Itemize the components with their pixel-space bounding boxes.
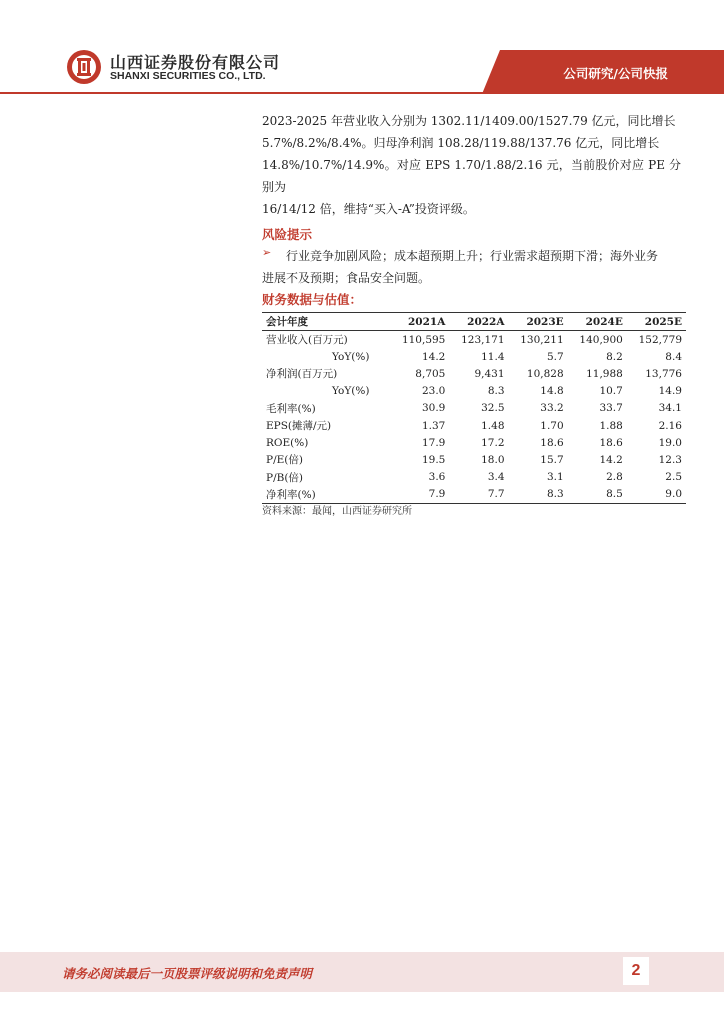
table-cell: 30.9 <box>421 402 446 415</box>
paragraph-line: 2023-2025 年营业收入分别为 1302.11/1409.00/1527.79 亿元，同比增长 <box>262 114 676 128</box>
table-row <box>262 451 686 468</box>
table-cell: 12.3 <box>658 453 682 466</box>
row-label: YoY(%) <box>332 350 370 363</box>
row-label: YoY(%) <box>332 385 370 398</box>
company-name-cn: 山西证券股份有限公司 <box>110 53 281 72</box>
table-cell: 14.2 <box>421 350 446 363</box>
table-header-row <box>262 313 686 331</box>
table-cell: 110,595 <box>401 333 446 346</box>
table-cell: 8.2 <box>606 350 623 363</box>
table-cell: 7.9 <box>390 486 449 504</box>
table-cell: 1.37 <box>421 419 446 432</box>
row-label: 净利率(%) <box>262 486 390 504</box>
table-row <box>262 365 686 382</box>
table-cell: 10.7 <box>599 385 623 398</box>
table-row <box>262 417 686 434</box>
row-label: 毛利率(%) <box>266 402 316 415</box>
forecast-paragraph <box>262 110 681 220</box>
table-cell: 15.7 <box>540 453 564 466</box>
table-cell: 17.2 <box>481 436 505 449</box>
table-cell: 5.7 <box>546 350 564 363</box>
table-row <box>262 434 686 451</box>
table-cell: 33.2 <box>540 402 564 415</box>
table-cell: 14.9 <box>658 385 682 398</box>
table-cell: 140,900 <box>579 333 623 346</box>
table-row <box>262 348 686 365</box>
table-cell: 17.9 <box>421 436 446 449</box>
header-cell: 2021A <box>390 313 449 331</box>
header-cell: 2023E <box>509 313 568 331</box>
table-cell: 18.0 <box>481 453 505 466</box>
risk-line: 进展不及预期；食品安全问题。 <box>262 271 431 285</box>
header-cell: 会计年度 <box>262 313 390 331</box>
financial-table-title: 财务数据与估值： <box>262 292 363 307</box>
report-category-tag: 公司研究/公司快报 <box>563 66 668 81</box>
table-cell: 18.6 <box>540 436 564 449</box>
table-cell: 19.0 <box>658 436 682 449</box>
table-cell: 123,171 <box>461 333 505 346</box>
table-cell: 3.4 <box>487 471 505 484</box>
risk-section-title: 风险提示 <box>262 227 313 242</box>
table-cell: 23.0 <box>421 385 446 398</box>
table-cell: 2.8 <box>606 471 623 484</box>
table-row <box>262 331 686 349</box>
table-cell: 33.7 <box>599 402 623 415</box>
table-cell: 8.4 <box>665 350 682 363</box>
table-cell: 9.0 <box>627 486 686 504</box>
page-number: 2 <box>623 957 649 985</box>
row-label: ROE(%) <box>266 436 309 449</box>
header-cell: 2024E <box>568 313 627 331</box>
table-cell: 19.5 <box>421 453 446 466</box>
risk-paragraph <box>262 245 681 289</box>
bullet-arrow-icon: ➢ <box>262 246 272 259</box>
table-cell: 10,828 <box>526 367 564 380</box>
table-cell: 32.5 <box>481 402 505 415</box>
table-cell: 14.2 <box>599 453 623 466</box>
table-cell: 8.3 <box>509 486 568 504</box>
table-cell: 18.6 <box>599 436 623 449</box>
table-row <box>262 383 686 400</box>
table-cell: 7.7 <box>449 486 508 504</box>
table-row <box>262 486 686 504</box>
table-cell: 34.1 <box>658 402 682 415</box>
table-cell: 3.6 <box>428 471 446 484</box>
table-cell: 3.1 <box>546 471 564 484</box>
table-cell: 14.8 <box>540 385 564 398</box>
table-cell: 1.88 <box>599 419 623 432</box>
row-label: P/B(倍) <box>266 471 304 484</box>
table-cell: 130,211 <box>520 333 564 346</box>
row-label: 营业收入(百万元) <box>266 334 348 347</box>
table-cell: 11.4 <box>481 350 505 363</box>
table-cell: 2.16 <box>658 419 682 432</box>
table-row <box>262 400 686 417</box>
row-label: P/E(倍) <box>266 454 303 467</box>
table-cell: 8.5 <box>568 486 627 504</box>
header-cell: 2022A <box>449 313 508 331</box>
table-cell: 1.48 <box>481 419 505 432</box>
disclaimer-notice: 请务必阅读最后一页股票评级说明和免责声明 <box>62 966 313 981</box>
table-cell: 8,705 <box>415 367 446 380</box>
table-cell: 11,988 <box>586 367 623 380</box>
table-cell: 9,431 <box>474 367 505 380</box>
paragraph-line: 14.8%/10.7%/14.9%。对应 EPS 1.70/1.88/2.16 元，当前股价对应 PE 分别为 <box>262 158 681 194</box>
company-name-en: SHANXI SECURITIES CO., LTD. <box>110 70 266 82</box>
row-label: EPS(摊薄/元) <box>266 420 332 433</box>
risk-line: 行业竞争加剧风险；成本超预期上升；行业需求超预期下滑；海外业务 <box>286 249 659 263</box>
table-cell: 1.70 <box>540 419 564 432</box>
table-cell: 152,779 <box>638 333 682 346</box>
table-row <box>262 469 686 486</box>
paragraph-line: 5.7%/8.2%/8.4%。归母净利润 108.28/119.88/137.76 亿元，同比增长 <box>262 136 660 150</box>
row-label: 净利润(百万元) <box>266 368 338 381</box>
data-source-note: 资料来源：最闻，山西证券研究所 <box>262 506 412 517</box>
table-cell: 2.5 <box>665 471 682 484</box>
paragraph-line: 16/14/12 倍，维持“买入-A”投资评级。 <box>262 202 475 216</box>
table-cell: 13,776 <box>645 367 682 380</box>
table-cell: 8.3 <box>487 385 505 398</box>
header-cell: 2025E <box>627 313 686 331</box>
financial-data-table <box>262 312 686 504</box>
